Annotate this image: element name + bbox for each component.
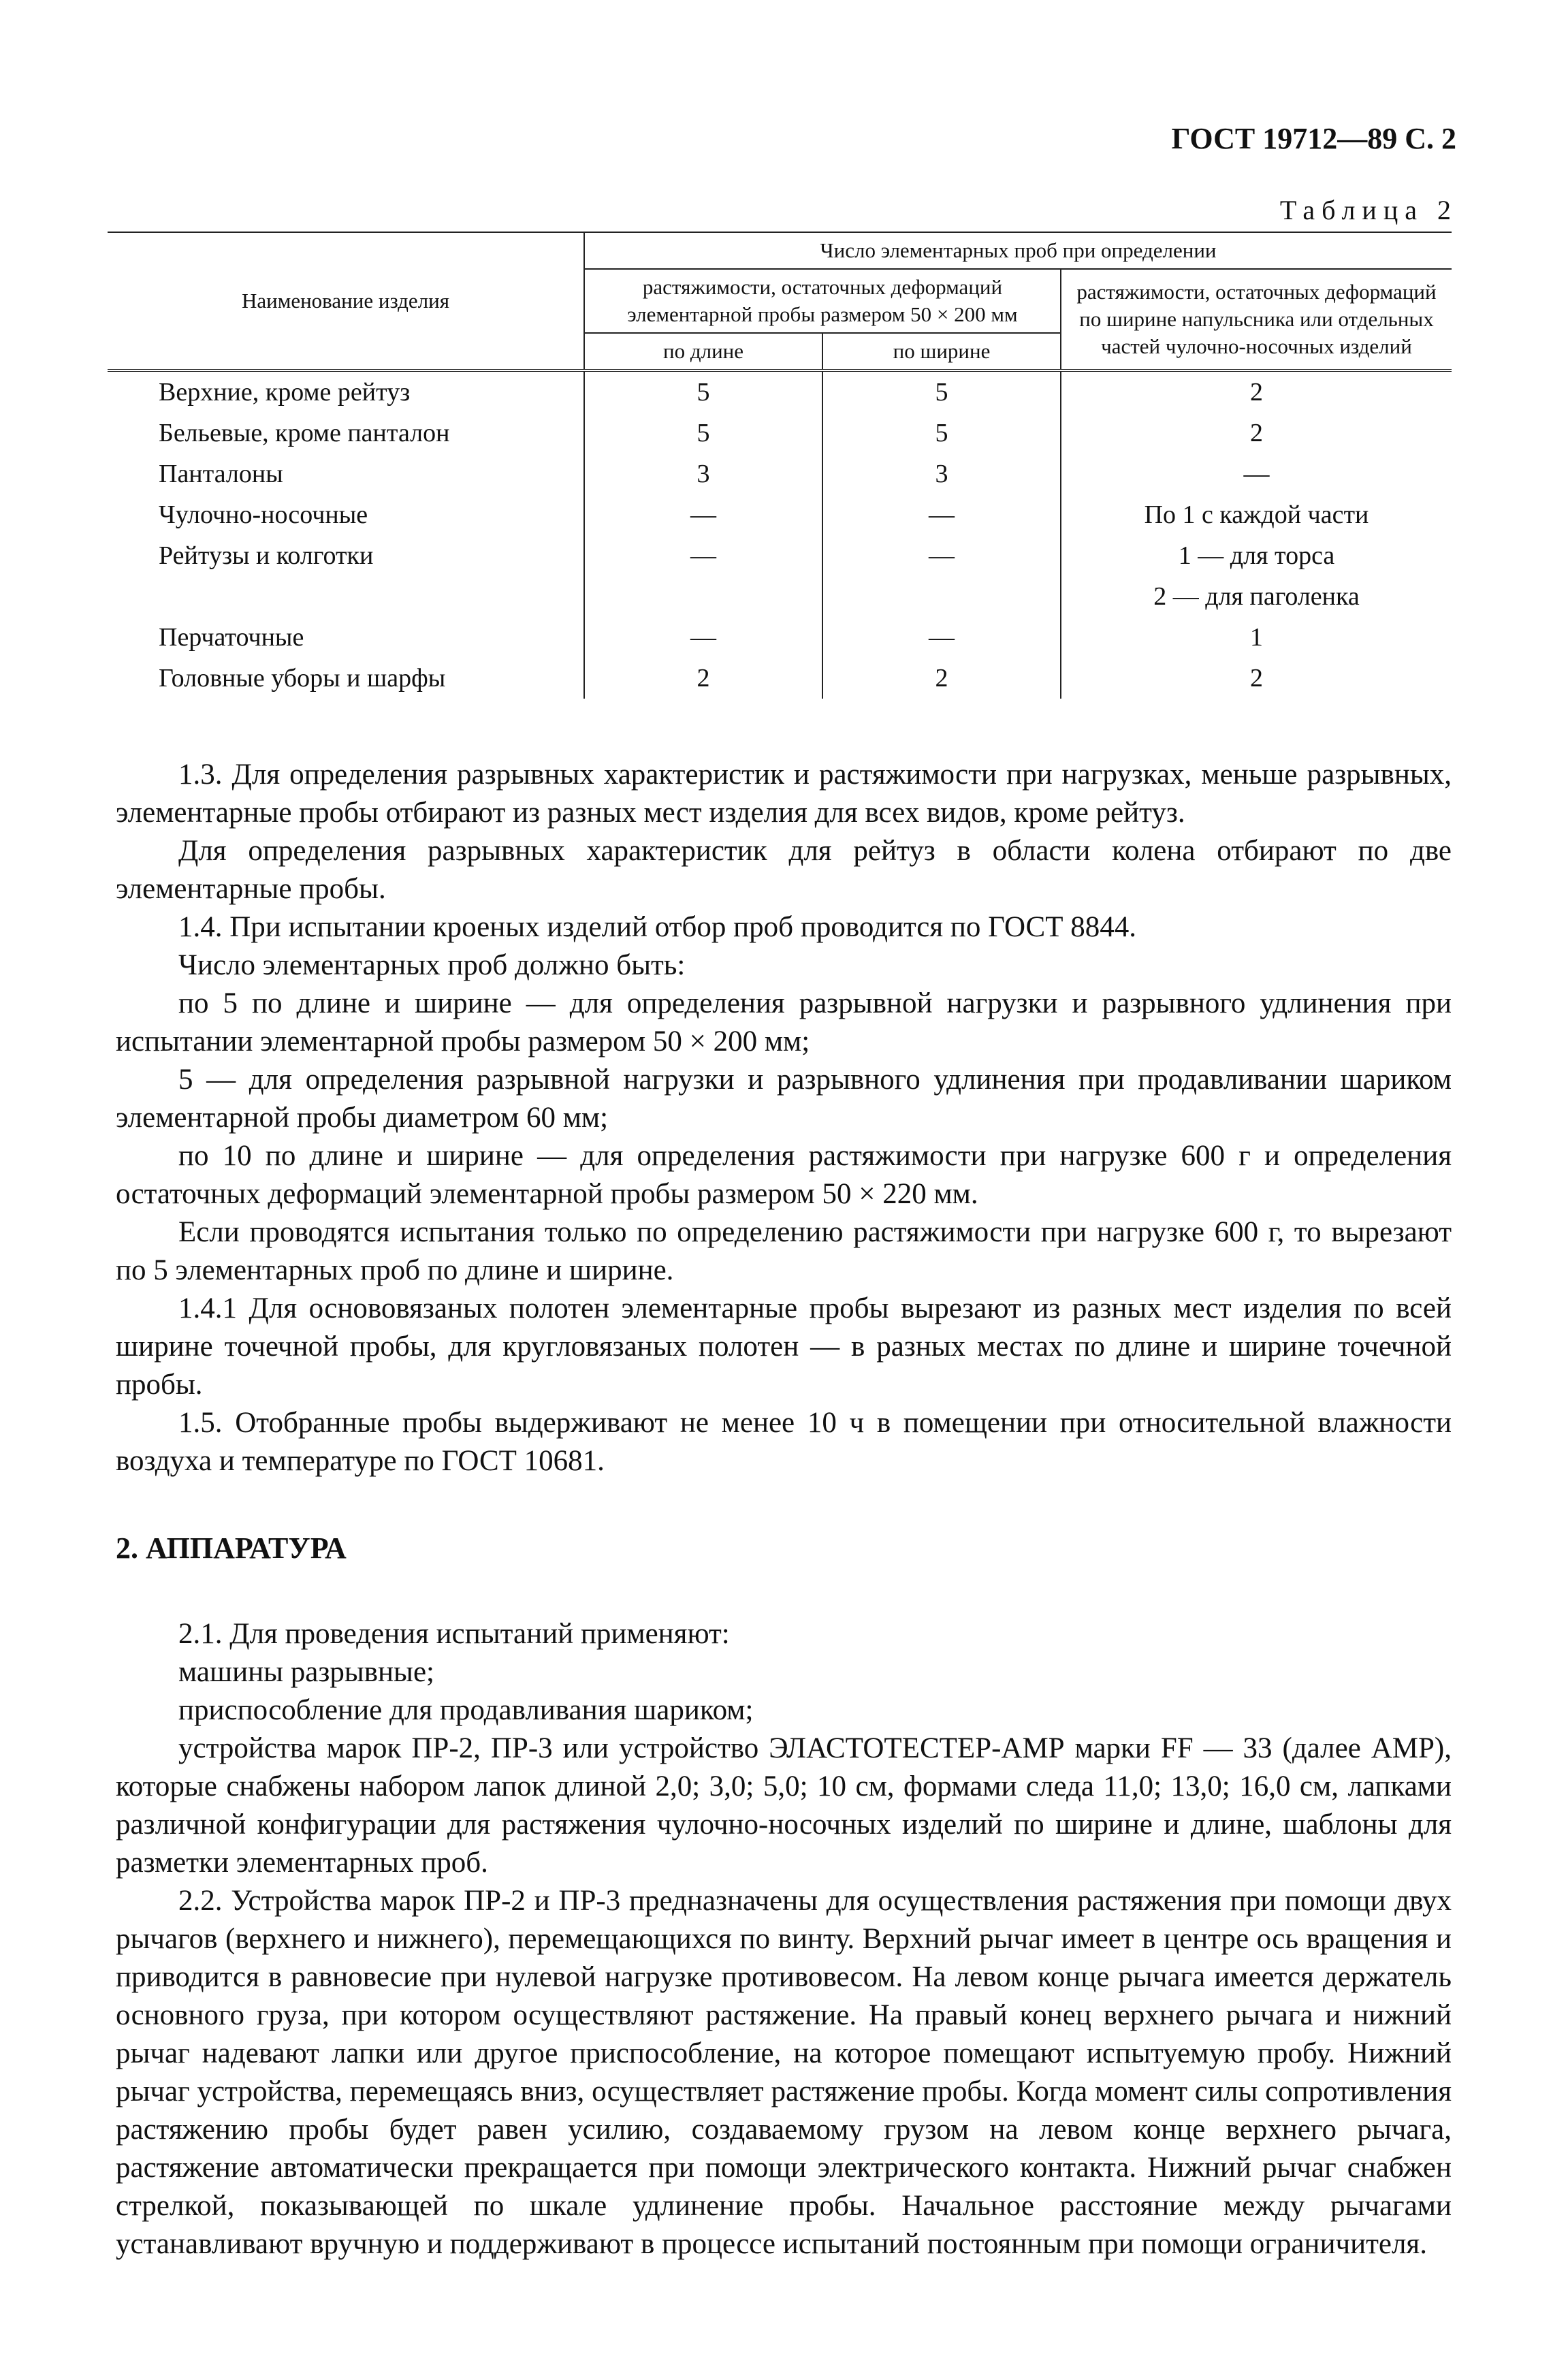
- subheader-length: по длине: [584, 333, 822, 370]
- col-header-name: Наименование изделия: [108, 232, 584, 370]
- cell-wid: —: [822, 494, 1061, 535]
- cell-len: 2: [584, 658, 822, 699]
- cell-third: 2: [1061, 658, 1452, 699]
- cell-third: По 1 с каждой части: [1061, 494, 1452, 535]
- section-title: 2. АППАРАТУРА: [116, 1531, 347, 1565]
- page-header: ГОСТ 19712—89 С. 2: [1171, 122, 1456, 155]
- table-row: [108, 453, 1452, 494]
- cell-third: 1: [1061, 617, 1452, 658]
- table-row: [108, 535, 1452, 576]
- cell-name: Панталоны: [159, 460, 283, 488]
- cell-len: —: [584, 494, 822, 535]
- paragraph: Для определения разрывных характеристик для рейтуз в области колена отбирают по две элементарные пробы.: [116, 835, 1452, 905]
- cell-wid: —: [822, 535, 1061, 576]
- subheader-1: растяжимости, остаточных деформаций элементарной пробы размером 50 × 200 мм: [584, 269, 1061, 333]
- cell-wid: 5: [822, 413, 1061, 453]
- subheader-2: растяжимости, остаточных деформаций по ширине напульсника или отдельных частей чулочно-носочных изделий: [1061, 269, 1452, 370]
- paragraph: приспособление для продавливания шариком;: [178, 1694, 754, 1726]
- cell-len: 5: [584, 370, 822, 413]
- cell-len: —: [584, 617, 822, 658]
- cell-third: —: [1061, 453, 1452, 494]
- cell-name: Рейтузы и колготки: [159, 541, 374, 570]
- cell-name: Бельевые, кроме панталон: [159, 419, 450, 447]
- cell-name: Верхние, кроме рейтуз: [159, 378, 411, 407]
- paragraph: по 5 по длине и ширине — для определения разрывной нагрузки и разрывного удлинения при испытании элементарной пробы размером 50 × 200 мм;: [116, 987, 1452, 1057]
- table-row: [108, 658, 1452, 699]
- table-caption: Таблица 2: [1279, 195, 1458, 225]
- paragraph: устройства марок ПР-2, ПР-3 или устройство ЭЛАСТОТЕСТЕР-АМР марки FF — 33 (далее АМР), которые снабжены набором лапок длиной 2,0; 3,0; 5,0; 10 см, формами следа 11,0; 13,0; 16,0 см, лапками различной конфигурации для растяжения чулочно-носочных изделий по ширине и длине, шаблоны для разметки элементарных проб.: [116, 1732, 1452, 1879]
- cell-wid: 5: [822, 370, 1061, 413]
- cell-wid: 2: [822, 658, 1061, 699]
- paragraph: 5 — для определения разрывной нагрузки и разрывного удлинения при продавливании шариком элементарной пробы диаметром 60 мм;: [116, 1064, 1452, 1134]
- body-text: [116, 756, 1452, 2263]
- table-2: [108, 232, 1452, 699]
- table-row: [108, 413, 1452, 453]
- paragraph: 2.1. Для проведения испытаний применяют:: [178, 1618, 730, 1650]
- table-row: [108, 370, 1452, 413]
- cell-name: [108, 576, 584, 617]
- cell-third: 2 — для паголенка: [1061, 576, 1452, 617]
- cell-len: [584, 576, 822, 617]
- cell-third: 2: [1061, 370, 1452, 413]
- paragraph: 2.2. Устройства марок ПР-2 и ПР-3 предназначены для осуществления растяжения при помощи двух рычагов (верхнего и нижнего), перемещающихся по винту. Верхний рычаг имеет в центре ось вращения и приводится в равновесие при нулевой нагрузке противовесом. На левом конце рычага имеется держатель основного груза, при котором осуществляют растяжение. На правый конец верхнего рычага и нижний рычаг надевают лапки или другое приспособление, на которое помещают испытуемую пробу. Нижний рычаг устройства, перемещаясь вниз, осуществляет растяжение пробы. Когда момент силы сопротивления растяжению пробы будет равен усилию, создаваемому грузом на левом конце верхнего рычага, растяжение автоматически прекращается при помощи электрического контакта. Нижний рычаг снабжен стрелкой, показывающей по шкале удлинение пробы. Начальное расстояние между рычагами устанавливают вручную и поддерживают в процессе испытаний постоянным при помощи ограничителя.: [116, 1885, 1452, 2260]
- cell-third: 2: [1061, 413, 1452, 453]
- cell-wid: 3: [822, 453, 1061, 494]
- cell-name: Чулочно-носочные: [159, 500, 368, 529]
- cell-third: 1 — для торса: [1061, 535, 1452, 576]
- paragraph: Число элементарных проб должно быть:: [178, 949, 686, 981]
- cell-wid: —: [822, 617, 1061, 658]
- cell-len: —: [584, 535, 822, 576]
- paragraph: 1.3. Для определения разрывных характеристик и растяжимости при нагрузках, меньше разрывных, элементарные пробы отбирают из разных мест изделия для всех видов, кроме рейтуз.: [116, 759, 1452, 829]
- table-row: [108, 617, 1452, 658]
- cell-name: Перчаточные: [159, 623, 304, 652]
- paragraph: машины разрывные;: [178, 1656, 434, 1688]
- cell-len: 3: [584, 453, 822, 494]
- cell-wid: [822, 576, 1061, 617]
- paragraph: Если проводятся испытания только по определению растяжимости при нагрузке 600 г, то вырезают по 5 элементарных проб по длине и ширине.: [116, 1216, 1452, 1286]
- cell-len: 5: [584, 413, 822, 453]
- paragraph: по 10 по длине и ширине — для определения растяжимости при нагрузке 600 г и определения остаточных деформаций элементарной пробы размером 50 × 220 мм.: [116, 1140, 1452, 1210]
- table-row: [108, 576, 1452, 617]
- paragraph: 1.5. Отобранные пробы выдерживают не менее 10 ч в помещении при относительной влажности воздуха и температуре по ГОСТ 10681.: [116, 1407, 1452, 1477]
- paragraph: 1.4.1 Для основовязаных полотен элементарные пробы вырезают из разных мест изделия по всей ширине точечной пробы, для кругловязаных полотен — в разных местах по длине и ширине точечной пробы.: [116, 1292, 1452, 1401]
- table-row: [108, 494, 1452, 535]
- paragraph: 1.4. При испытании кроеных изделий отбор проб проводится по ГОСТ 8844.: [178, 911, 1136, 943]
- cell-name: Головные уборы и шарфы: [159, 664, 446, 693]
- group-header: Число элементарных проб при определении: [584, 232, 1452, 269]
- subheader-width: по ширине: [822, 333, 1061, 370]
